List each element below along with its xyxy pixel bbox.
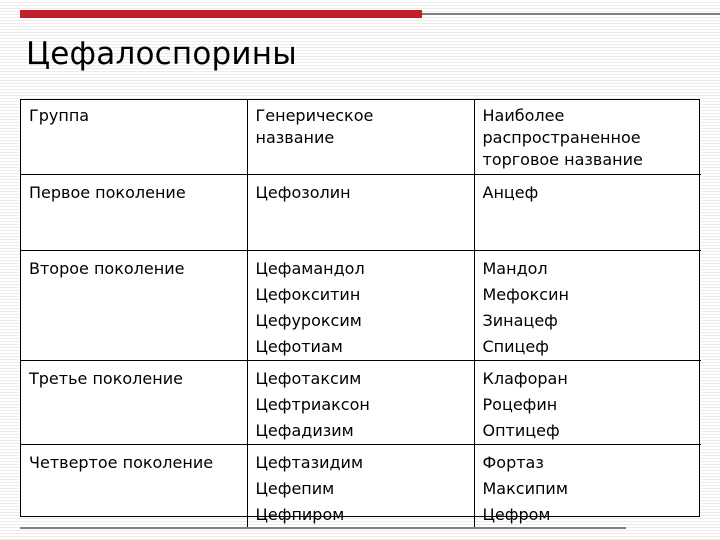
cell-group	[21, 174, 247, 250]
header-line: Группа	[29, 106, 90, 125]
page-title: Цефалоспорины	[26, 36, 297, 72]
cell-generic	[247, 360, 474, 444]
table-row	[21, 444, 701, 528]
trade-name: Спицеф	[482, 336, 549, 356]
trade-name: Анцеф	[482, 182, 539, 202]
table-header-row	[21, 100, 701, 174]
generic-name: Цефотаксим	[255, 368, 362, 388]
trade-name: Цефром	[482, 504, 551, 524]
generic-name: Цефотиам	[255, 336, 343, 356]
header-group	[21, 100, 247, 174]
cell-group	[21, 250, 247, 360]
cell-group	[21, 360, 247, 444]
table-row	[21, 174, 701, 250]
accent-rule	[422, 13, 720, 15]
header-line: Наиболее	[482, 106, 565, 125]
table-row	[21, 360, 701, 444]
header-trade	[474, 100, 701, 174]
cell-generic	[247, 250, 474, 360]
table	[21, 100, 701, 528]
group-label: Третье поколение	[29, 368, 183, 388]
cell-group	[21, 444, 247, 528]
cell-trade	[474, 444, 701, 528]
trade-name: Фортаз	[482, 452, 544, 472]
cell-generic	[247, 444, 474, 528]
footer-rule	[20, 527, 626, 529]
table-row	[21, 250, 701, 360]
accent-bar	[20, 10, 422, 18]
cephalosporins-table	[20, 99, 700, 524]
generic-name: Цефтриаксон	[255, 394, 370, 414]
group-label: Первое поколение	[29, 182, 186, 202]
cell-trade	[474, 250, 701, 360]
header-line: название	[255, 128, 335, 147]
cell-trade	[474, 174, 701, 250]
cell-generic	[247, 174, 474, 250]
generic-name: Цефуроксим	[255, 310, 362, 330]
generic-name: Цефозолин	[255, 182, 351, 202]
header-line: торговое название	[482, 150, 643, 169]
header-line: распространенное	[482, 128, 641, 147]
generic-name: Цефамандол	[255, 258, 365, 278]
group-label: Четвертое поколение	[29, 452, 214, 472]
group-label: Второе поколение	[29, 258, 185, 278]
generic-name: Цефпиром	[255, 504, 345, 524]
trade-name: Клафоран	[482, 368, 568, 388]
generic-name: Цефтазидим	[255, 452, 364, 472]
trade-name: Оптицеф	[482, 420, 560, 440]
trade-name: Зинацеф	[482, 310, 558, 330]
header-line: Генерическое	[255, 106, 374, 125]
generic-name: Цефепим	[255, 478, 335, 498]
trade-name: Мефоксин	[482, 284, 569, 304]
generic-name: Цефокситин	[255, 284, 361, 304]
cell-trade	[474, 360, 701, 444]
trade-name: Роцефин	[482, 394, 558, 414]
generic-name: Цефадизим	[255, 420, 354, 440]
trade-name: Мандол	[482, 258, 548, 278]
header-generic	[247, 100, 474, 174]
trade-name: Максипим	[482, 478, 568, 498]
